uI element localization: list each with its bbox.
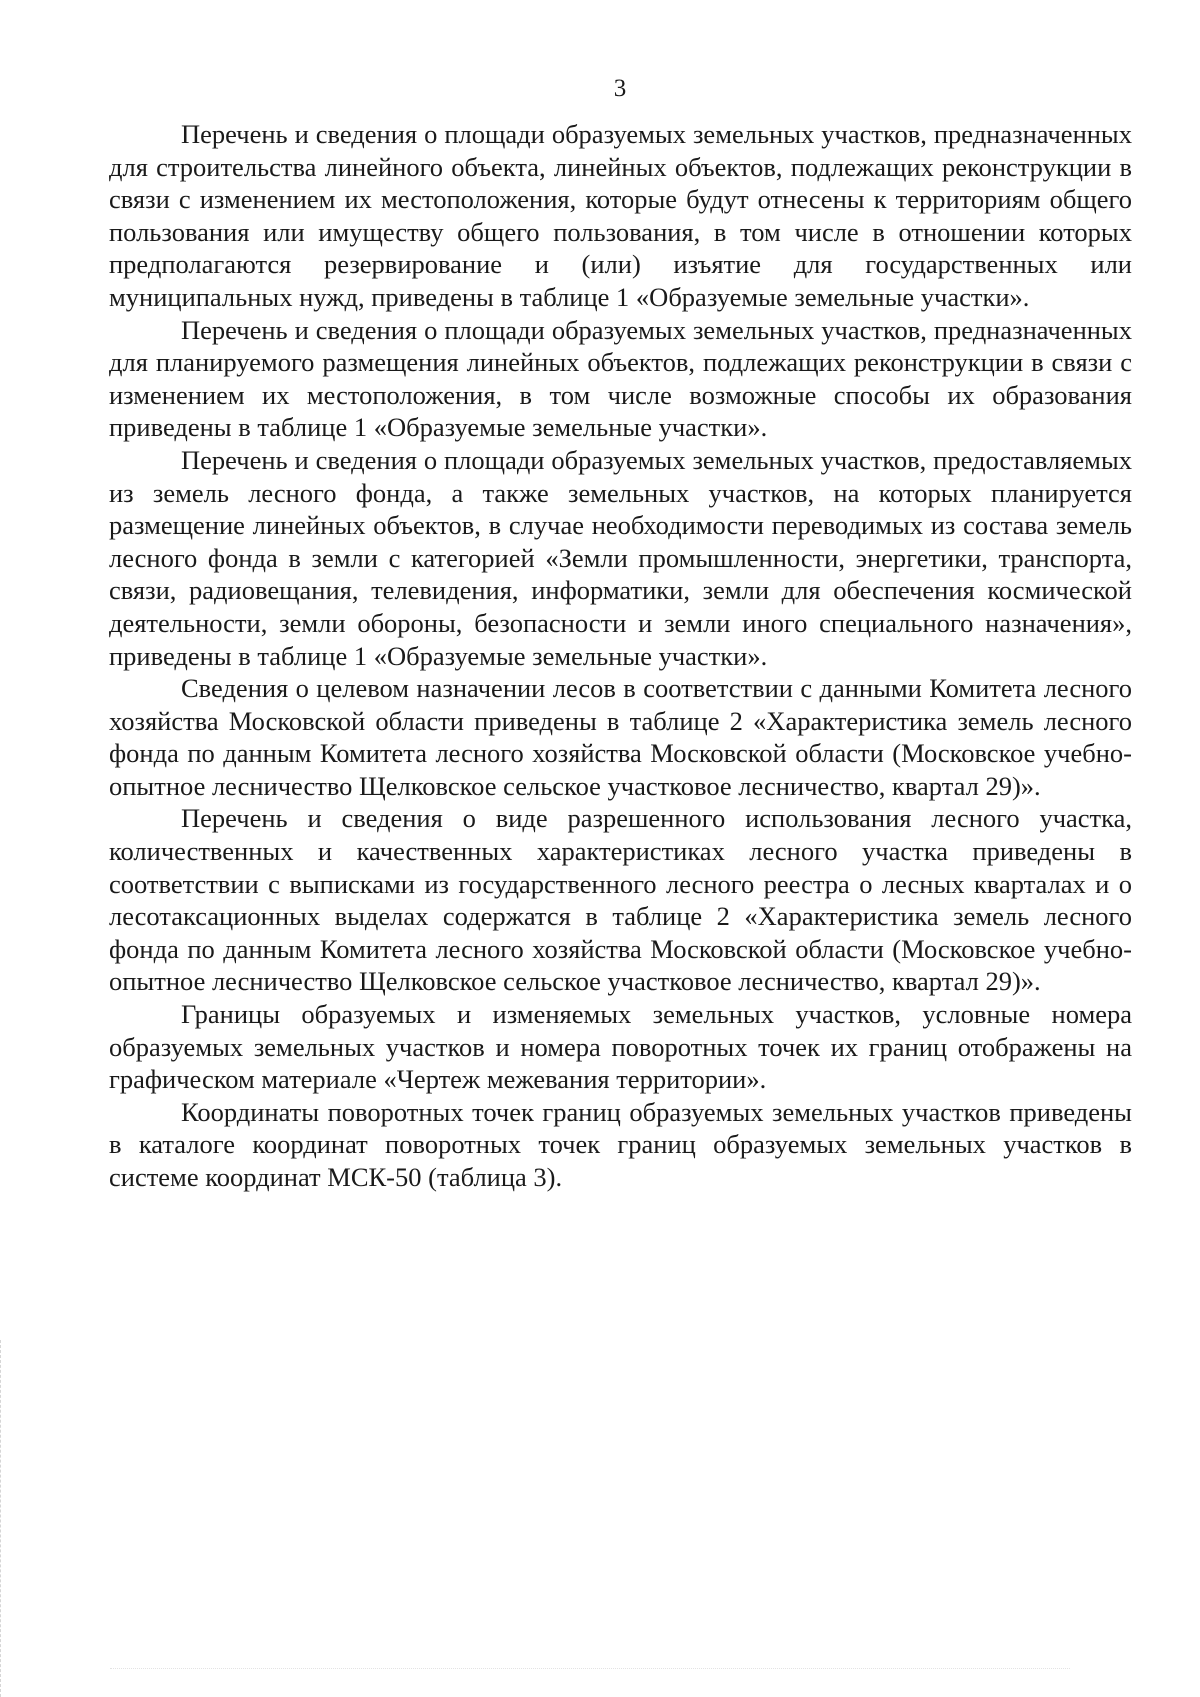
paragraph-3: Перечень и сведения о площади образуемых земельных участков, предоставляемых из земель лесного фонда, а также земельных участков, на которых планируется размещение линейных объектов, в случае необходимости переводимых из состава земель лесного фонда в земли с категорией «Земли промышленности, энергетики, транспорта, связи, радиовещания, телевидения, информатики, земли для обеспечения космической деятельности, земли обороны, безопасности и земли иного специального назначения», приведены в таблице 1 «Образуемые земельные участки». bbox=[109, 444, 1132, 671]
paragraph-2: Перечень и сведения о площади образуемых земельных участков, предназначенных для планируемого размещения линейных объектов, подлежащих реконструкции в связи с изменением их местоположения, в том числе возможные способы их образования приведены в таблице 1 «Образуемые земельные участки». bbox=[109, 314, 1132, 443]
scan-edge-mark bbox=[0, 1340, 2, 1697]
page-number: 3 bbox=[613, 75, 627, 102]
scan-bottom-mark bbox=[110, 1668, 1070, 1669]
paragraph-4: Сведения о целевом назначении лесов в соответствии с данными Комитета лесного хозяйства Московской области приведены в таблице 2 «Характеристика земель лесного фонда по данным Комитета лесного хозяйства Московской области (Московское учебно-опытное лесничество Щелковское сельское участковое лесничество, квартал 29)». bbox=[109, 673, 1132, 801]
document-body bbox=[109, 118, 1132, 1194]
paragraph-5: Перечень и сведения о виде разрешенного использования лесного участка, количественных и качественных характеристиках лесного участка приведены в соответствии с выписками из государственного лесного реестра о лесных кварталах и о лесотаксационных выделах содержатся в таблице 2 «Характеристика земель лесного фонда по данным Комитета лесного хозяйства Московской области (Московское учебно-опытное лесничество Щелковское сельское участковое лесничество, квартал 29)». bbox=[109, 803, 1132, 997]
paragraph-7: Координаты поворотных точек границ образуемых земельных участков приведены в каталоге координат поворотных точек границ образуемых земельных участков в системе координат МСК-50 (таблица 3). bbox=[109, 1096, 1132, 1192]
paragraph-6: Границы образуемых и изменяемых земельных участков, условные номера образуемых земельных участков и номера поворотных точек их границ отображены на графическом материале «Чертеж межевания территории». bbox=[109, 999, 1132, 1095]
paragraph-1: Перечень и сведения о площади образуемых земельных участков, предназначенных для строительства линейного объекта, линейных объектов, подлежащих реконструкции в связи с изменением их местоположения, которые будут отнесены к территориям общего пользования или имуществу общего пользования, в том числе в отношении которых предполагаются резервирование и (или) изъятие для государственных или муниципальных нужд, приведены в таблице 1 «Образуемые земельные участки». bbox=[109, 119, 1132, 312]
